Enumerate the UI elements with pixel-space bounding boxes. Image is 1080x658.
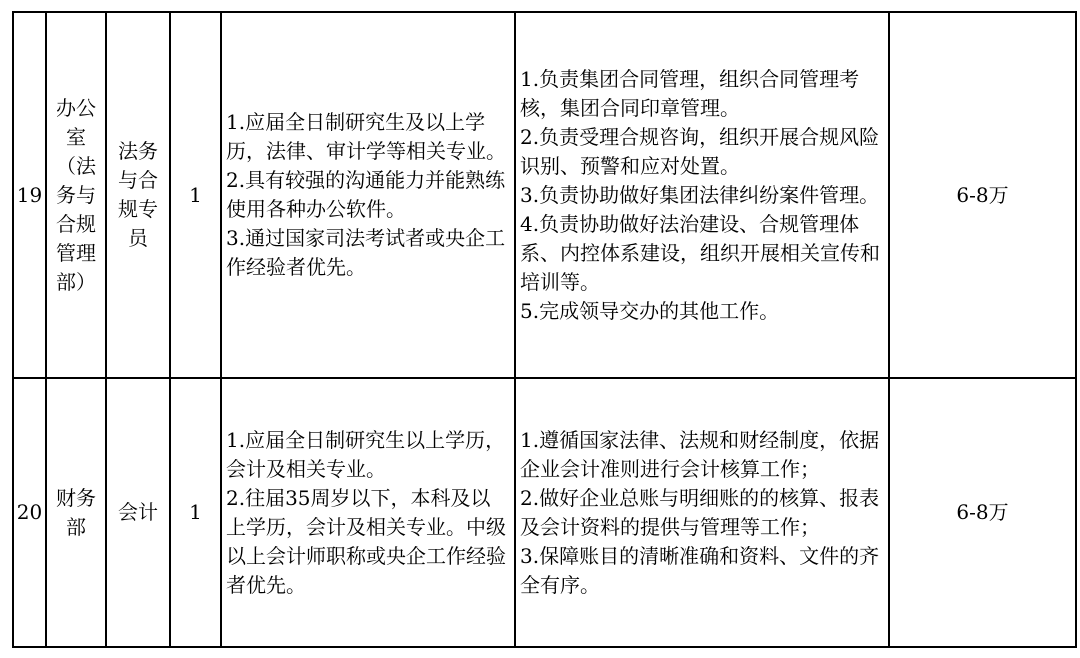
salary-cell: 6-8万 <box>889 12 1076 378</box>
table-row <box>13 12 1076 378</box>
salary-cell: 6-8万 <box>889 378 1076 647</box>
row-number: 20 <box>13 378 46 647</box>
department-cell: 办公室（法务与合规管理部） <box>46 12 106 378</box>
department-cell: 财务部 <box>46 378 106 647</box>
requirements-cell: 1.应届全日制研究生以上学历，会计及相关专业。 2.往届35周岁以下，本科及以上学历，会计及相关专业。中级以上会计师职称或央企工作经验者优先。 <box>221 378 515 647</box>
row-number: 19 <box>13 12 46 378</box>
position-cell: 法务与合规专员 <box>106 12 170 378</box>
recruitment-table <box>12 11 1077 648</box>
requirements-cell: 1.应届全日制研究生及以上学历，法律、审计学等相关专业。 2.具有较强的沟通能力并能熟练使用各种办公软件。 3.通过国家司法考试者或央企工作经验者优先。 <box>221 12 515 378</box>
headcount-cell: 1 <box>170 12 221 378</box>
position-cell: 会计 <box>106 378 170 647</box>
duties-cell: 1.负责集团合同管理，组织合同管理考核，集团合同印章管理。 2.负责受理合规咨询，组织开展合规风险识别、预警和应对处置。 3.负责协助做好集团法律纠纷案件管理。 4.负责协助做好法治建设、合规管理体系、内控体系建设，组织开展相关宣传和培训等。 5.完成领导交办的其他工作。 <box>515 12 889 378</box>
headcount-cell: 1 <box>170 378 221 647</box>
table-row <box>13 378 1076 647</box>
duties-cell: 1.遵循国家法律、法规和财经制度，依据企业会计准则进行会计核算工作； 2.做好企业总账与明细账的的核算、报表及会计资料的提供与管理等工作； 3.保障账目的清晰准确和资料、文件的齐全有序。 <box>515 378 889 647</box>
